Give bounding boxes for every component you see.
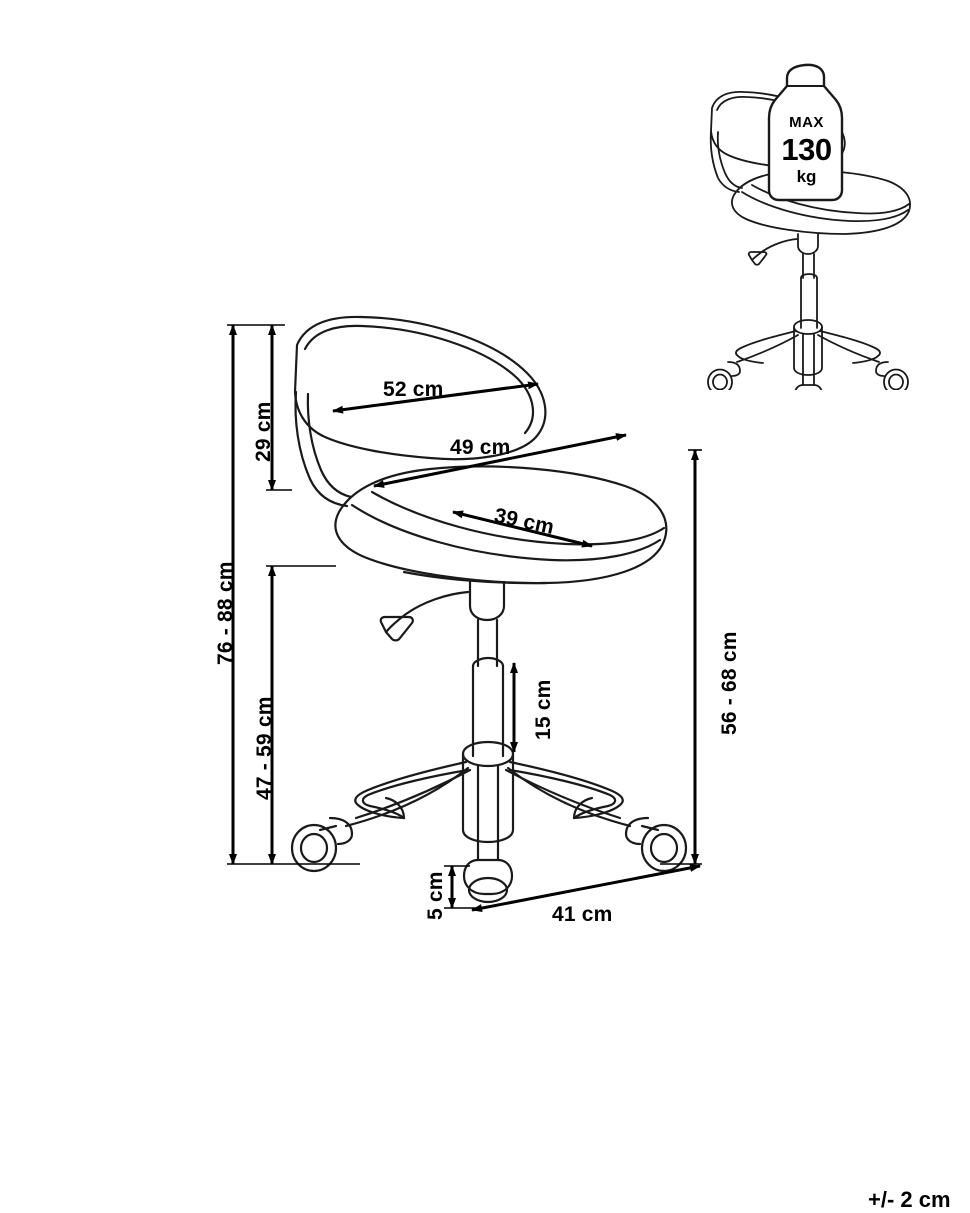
max-load-badge xyxy=(770,115,843,185)
label-backrest-height: 29 cm xyxy=(252,401,275,462)
label-backrest-top-range: 56 - 68 cm xyxy=(718,631,741,735)
label-seat-width: 49 cm xyxy=(450,436,511,459)
label-seat-depth: 39 cm xyxy=(492,504,557,540)
label-gas-lift: 15 cm xyxy=(532,679,555,740)
dimension-lines xyxy=(233,325,700,910)
tolerance-note: +/- 2 cm xyxy=(868,1187,951,1212)
label-total-height: 76 - 88 cm xyxy=(214,561,237,665)
label-base-width: 41 cm xyxy=(552,903,613,926)
chair-outline-main xyxy=(292,317,686,902)
label-backrest-width: 52 cm xyxy=(383,378,444,401)
dimension-extension-lines xyxy=(227,325,702,908)
max-load-word: MAX xyxy=(789,114,824,131)
label-seat-height-range: 47 - 59 cm xyxy=(253,696,276,800)
max-load-value: 130 xyxy=(781,132,832,167)
max-load-illustration xyxy=(690,60,950,390)
max-load-unit: kg xyxy=(796,167,817,186)
label-caster-height: 5 cm xyxy=(424,871,447,920)
